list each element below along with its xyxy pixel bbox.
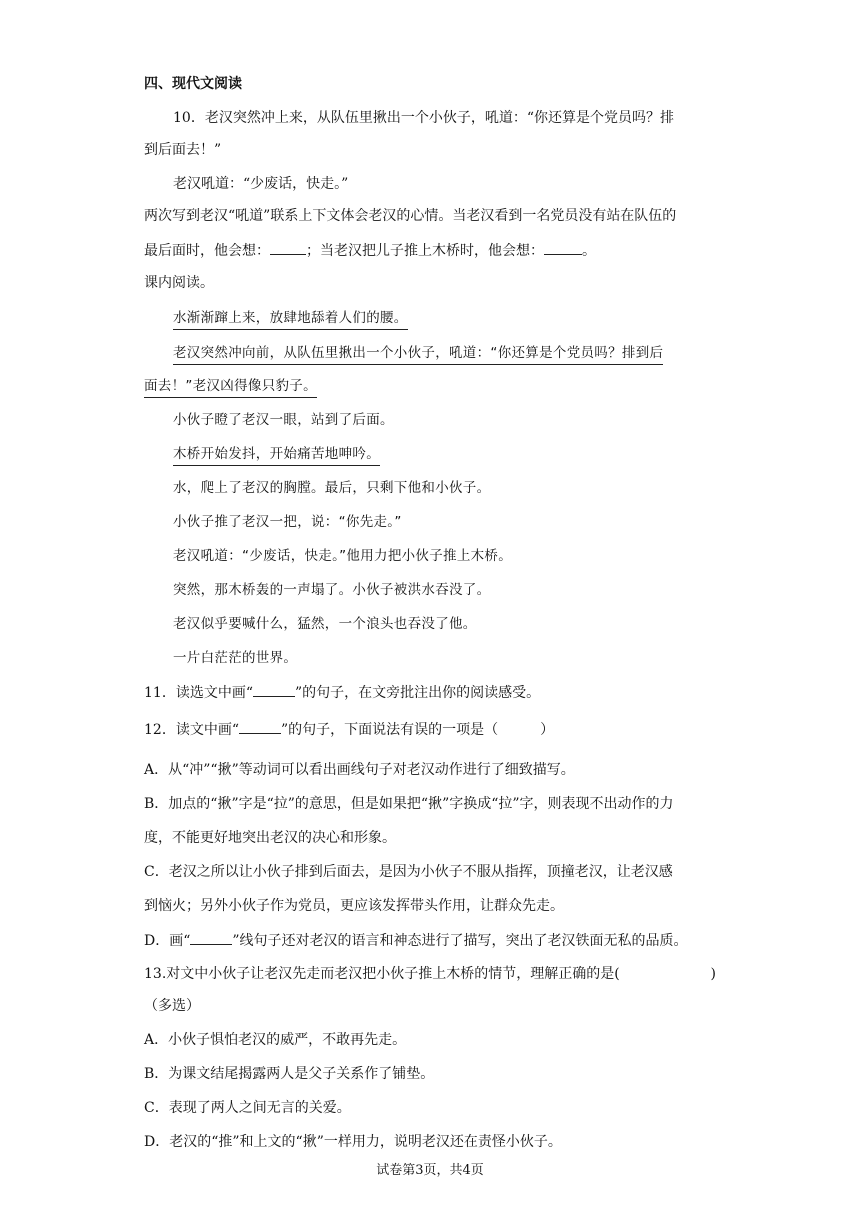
q10-line2: 到后面去！” bbox=[144, 142, 222, 158]
q12-option-a[interactable]: A．从“冲”“揪”等动词可以看出画线句子对老汉动作进行了细致描写。 bbox=[144, 762, 575, 778]
q12-option-d[interactable] bbox=[144, 930, 688, 951]
q12-option-d-prefix: D．画“ bbox=[144, 933, 191, 949]
q10-line3: 老汉吼道：“少废话，快走。” bbox=[173, 176, 349, 192]
q12-option-c-line1[interactable]: C．老汉之所以让小伙子排到后面去，是因为小伙子不服从指挥，顶撞老汉，让老汉感 bbox=[144, 864, 673, 880]
passage-p8: 突然，那木桥轰的一声塌了。小伙子被洪水吞没了。 bbox=[173, 582, 491, 598]
q13-multi: （多选） bbox=[144, 998, 200, 1014]
q13-stem: 13.对文中小伙子让老汉先走而老汉把小伙子推上木桥的情节，理解正确的是( bbox=[144, 966, 620, 982]
wavy-underline-sentence: 水渐渐蹿上来，放肆地舔着人们的腰。 bbox=[173, 310, 408, 330]
passage-p1 bbox=[173, 308, 408, 328]
passage-p10: 一片白茫茫的世界。 bbox=[173, 650, 298, 666]
passage-p7: 老汉吼道：“少废话，快走。”他用力把小伙子推上木桥。 bbox=[173, 548, 513, 564]
answer-blank-2[interactable] bbox=[544, 240, 582, 255]
q12-option-c-line2: 到恼火；另外小伙子作为党员，更应该发挥带头作用，让群众先走。 bbox=[144, 898, 564, 914]
passage-p9: 老汉似乎要喊什么，猛然，一个浪头也吞没了他。 bbox=[173, 616, 477, 632]
page-footer: 试卷第3页，共4页 bbox=[376, 1163, 484, 1178]
underlined-sentence-1: 老汉突然冲向前，从队伍里揪出一个小伙子，吼道：“你还算是个党员吗？排到后 bbox=[173, 345, 663, 365]
passage-p3: 小伙子瞪了老汉一眼，站到了后面。 bbox=[173, 412, 394, 428]
q13-option-c[interactable]: C．表现了两人之间无言的关爱。 bbox=[144, 1100, 351, 1116]
q12-close-paren: ） bbox=[540, 722, 555, 738]
passage-p5: 水，爬上了老汉的胸膛。最后，只剩下他和小伙子。 bbox=[173, 480, 491, 496]
q11 bbox=[144, 682, 540, 703]
q12-option-d-suffix: ”线句子还对老汉的语言和神态进行了描写，突出了老汉铁面无私的品质。 bbox=[232, 933, 688, 949]
q11-prefix: 11．读选文中画“ bbox=[144, 685, 253, 701]
underlined-sentence-2: 面去！”老汉凶得像只豹子。 bbox=[144, 378, 317, 398]
q10-line1: 10．老汉突然冲上来，从队伍里揪出一个小伙子，吼道：“你还算是个党员吗？排 bbox=[173, 110, 674, 126]
q13-close-paren: ) bbox=[710, 966, 716, 982]
passage-p6: 小伙子推了老汉一把，说：“你先走。” bbox=[173, 514, 402, 530]
wavy-underline-sentence-2: 木桥开始发抖，开始痛苦地呻吟。 bbox=[173, 446, 380, 466]
q12-blank bbox=[239, 719, 281, 734]
passage-intro: 课内阅读。 bbox=[144, 275, 214, 291]
answer-blank-1[interactable] bbox=[270, 240, 306, 255]
q13-option-d[interactable]: D．老汉的“推”和上文的“揪”一样用力，说明老汉还在责怪小伙子。 bbox=[144, 1134, 562, 1150]
q11-blank bbox=[253, 682, 295, 697]
q12-option-b-line1[interactable]: B．加点的“揪”字是“拉”的意思，但是如果把“揪”字换成“拉”字，则表现不出动作的力 bbox=[144, 796, 674, 812]
q10-line4: 两次写到老汉“吼道”联系上下文体会老汉的心情。当老汉看到一名党员没有站在队伍的 bbox=[144, 208, 677, 224]
q12-option-d-blank bbox=[190, 930, 232, 945]
q12-option-b-line2: 度，不能更好地突出老汉的决心和形象。 bbox=[144, 830, 396, 846]
q10-line5a: 最后面时，他会想： bbox=[144, 243, 270, 259]
q10-line5b: ；当老汉把儿子推上木桥时，他会想： bbox=[306, 243, 544, 259]
section-title: 四、现代文阅读 bbox=[144, 76, 242, 92]
q11-suffix: ”的句子，在文旁批注出你的阅读感受。 bbox=[294, 685, 541, 701]
passage-p2b bbox=[144, 376, 317, 396]
q12-prefix: 12．读文中画“ bbox=[144, 722, 239, 738]
q12-suffix: ”的句子，下面说法有误的一项是（ bbox=[280, 722, 499, 738]
passage-p2a bbox=[173, 343, 663, 363]
passage-p4 bbox=[173, 444, 380, 464]
q12-stem bbox=[144, 719, 554, 740]
q13-option-a[interactable]: A．小伙子惧怕老汉的威严，不敢再先走。 bbox=[144, 1032, 407, 1048]
q10-line5c: 。 bbox=[582, 243, 596, 259]
q10-line5 bbox=[144, 240, 596, 261]
q13-option-b[interactable]: B．为课文结尾揭露两人是父子关系作了铺垫。 bbox=[144, 1066, 435, 1082]
